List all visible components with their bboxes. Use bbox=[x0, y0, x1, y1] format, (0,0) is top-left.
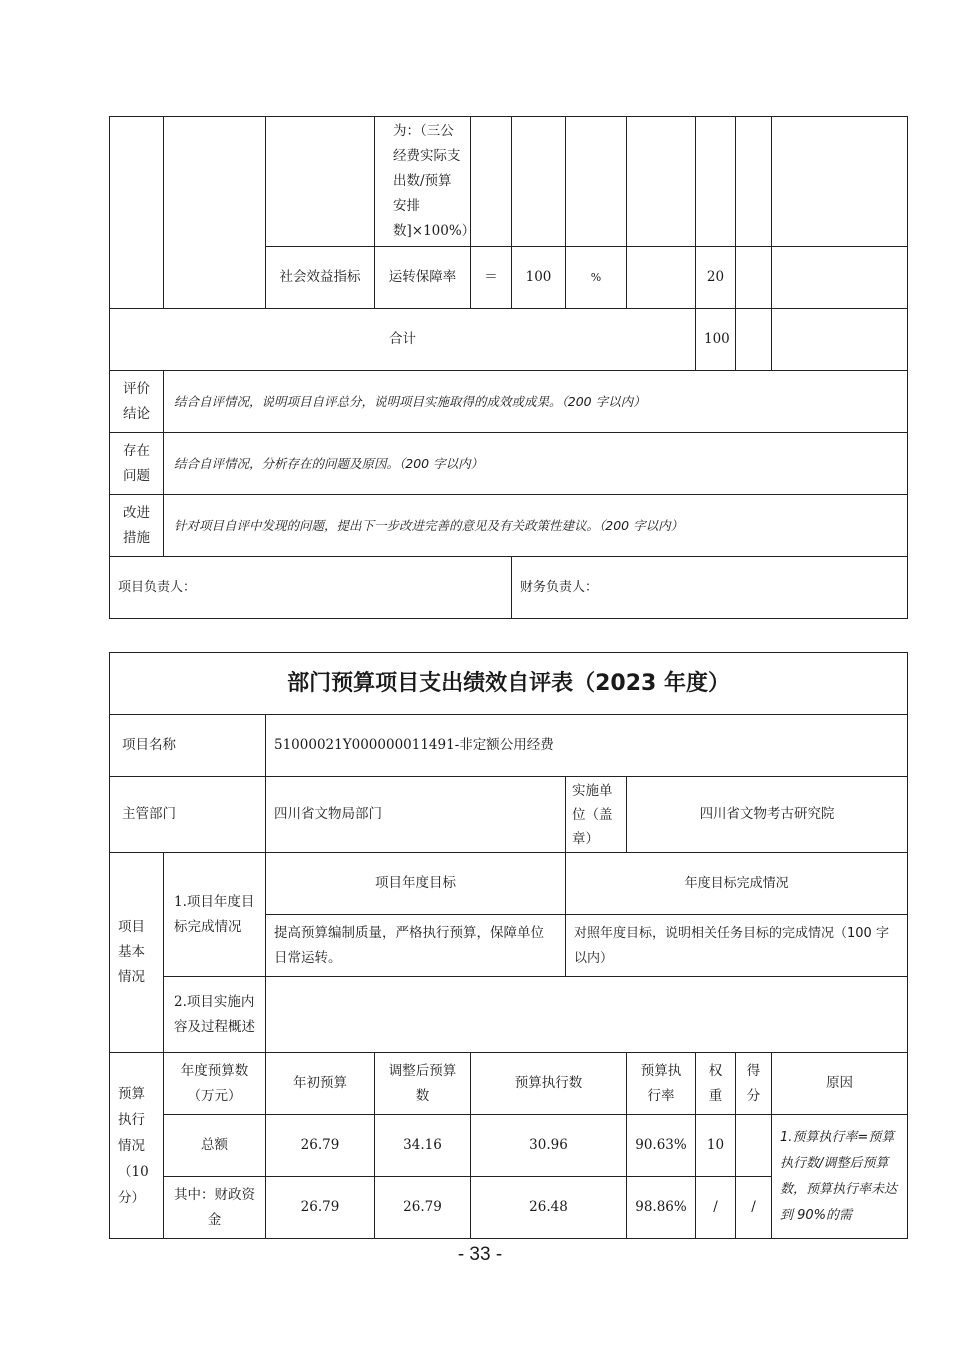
dept-value: 四川省文物局部门 bbox=[266, 777, 566, 853]
performance-indicator-table-continued bbox=[109, 116, 908, 619]
empty-cell bbox=[772, 117, 908, 247]
empty-cell bbox=[772, 309, 908, 371]
header-reason: 原因 bbox=[772, 1053, 908, 1115]
header-executed: 预算执行数 bbox=[471, 1053, 627, 1115]
row-label: 总额 bbox=[164, 1115, 266, 1177]
table-row bbox=[110, 1115, 908, 1177]
header-exec-rate: 预算执行率 bbox=[627, 1053, 696, 1115]
row-adjusted: 34.16 bbox=[375, 1115, 471, 1177]
row-adjusted: 26.79 bbox=[375, 1177, 471, 1239]
dept-label: 主管部门 bbox=[110, 777, 266, 853]
annual-goal-text: 提高预算编制质量，严格执行预算，保障单位日常运转。 bbox=[266, 915, 566, 977]
row-executed: 30.96 bbox=[471, 1115, 627, 1177]
empty-cell bbox=[512, 117, 566, 247]
budget-exec-label: 预算执行情况（10分） bbox=[110, 1053, 164, 1239]
finance-leader-label: 财务负责人： bbox=[512, 557, 908, 619]
row-score: / bbox=[736, 1177, 772, 1239]
impl-content-label: 2.项目实施内容及过程概述 bbox=[164, 977, 266, 1053]
goal-completion-label: 1.项目年度目标完成情况 bbox=[164, 853, 266, 977]
impl-unit-value: 四川省文物考古研究院 bbox=[627, 777, 908, 853]
header-weight: 权重 bbox=[696, 1053, 736, 1115]
indicator-category: 社会效益指标 bbox=[266, 247, 375, 309]
formula-cell: 为：（三公经费实际支出数/预算安排数]×100%） bbox=[375, 117, 471, 247]
row-executed: 26.48 bbox=[471, 1177, 627, 1239]
header-annual-budget: 年度预算数（万元） bbox=[164, 1053, 266, 1115]
indicator-unit: % bbox=[566, 247, 627, 309]
evaluation-text: 结合自评情况，说明项目自评总分，说明项目实施取得的成效或成果。（200 字以内） bbox=[164, 371, 908, 433]
improvement-label: 改进措施 bbox=[110, 495, 164, 557]
empty-cell bbox=[110, 117, 164, 309]
issues-text: 结合自评情况，分析存在的问题及原因。（200 字以内） bbox=[164, 433, 908, 495]
row-score bbox=[736, 1115, 772, 1177]
row-label: 其中：财政资金 bbox=[164, 1177, 266, 1239]
reason-text: 1.预算执行率=预算执行数/调整后预算数，预算执行率未达到 90%的需 bbox=[772, 1115, 908, 1239]
impl-content-value bbox=[266, 977, 908, 1053]
indicator-name: 运转保障率 bbox=[375, 247, 471, 309]
header-initial-budget: 年初预算 bbox=[266, 1053, 375, 1115]
indicator-target-value: 100 bbox=[512, 247, 566, 309]
project-leader-label: 项目负责人： bbox=[110, 557, 512, 619]
indicator-weight: 20 bbox=[696, 247, 736, 309]
goal-status-header: 年度目标完成情况 bbox=[566, 853, 908, 915]
empty-cell bbox=[696, 117, 736, 247]
indicator-operator: ＝ bbox=[471, 247, 512, 309]
project-name-value: 51000021Y000000011491-非定额公用经费 bbox=[266, 715, 908, 777]
row-initial: 26.79 bbox=[266, 1115, 375, 1177]
header-score: 得分 bbox=[736, 1053, 772, 1115]
empty-cell bbox=[627, 247, 696, 309]
basic-info-label: 项目基本情况 bbox=[110, 853, 164, 1053]
improvement-text: 针对项目自评中发现的问题，提出下一步改进完善的意见及有关政策性建议。（200 字以内） bbox=[164, 495, 908, 557]
empty-cell bbox=[772, 247, 908, 309]
row-weight: / bbox=[696, 1177, 736, 1239]
row-rate: 98.86% bbox=[627, 1177, 696, 1239]
empty-cell bbox=[736, 117, 772, 247]
issues-label: 存在问题 bbox=[110, 433, 164, 495]
form-title: 部门预算项目支出绩效自评表（2023 年度） bbox=[110, 653, 908, 715]
header-adjusted-budget: 调整后预算数 bbox=[375, 1053, 471, 1115]
page-number: - 33 - bbox=[457, 1244, 503, 1265]
evaluation-label: 评价结论 bbox=[110, 371, 164, 433]
impl-unit-label: 实施单位（盖章） bbox=[566, 777, 627, 853]
goal-status-text: 对照年度目标，说明相关任务目标的完成情况（100 字以内） bbox=[566, 915, 908, 977]
total-label: 合计 bbox=[110, 309, 696, 371]
empty-cell bbox=[736, 309, 772, 371]
empty-cell bbox=[736, 247, 772, 309]
row-initial: 26.79 bbox=[266, 1177, 375, 1239]
empty-cell bbox=[471, 117, 512, 247]
empty-cell bbox=[566, 117, 627, 247]
total-value: 100 bbox=[696, 309, 736, 371]
row-rate: 90.63% bbox=[627, 1115, 696, 1177]
empty-cell bbox=[627, 117, 696, 247]
budget-self-evaluation-table bbox=[109, 652, 908, 1239]
empty-cell bbox=[266, 117, 375, 247]
row-weight: 10 bbox=[696, 1115, 736, 1177]
empty-cell bbox=[164, 117, 266, 309]
project-name-label: 项目名称 bbox=[110, 715, 266, 777]
annual-goal-header: 项目年度目标 bbox=[266, 853, 566, 915]
